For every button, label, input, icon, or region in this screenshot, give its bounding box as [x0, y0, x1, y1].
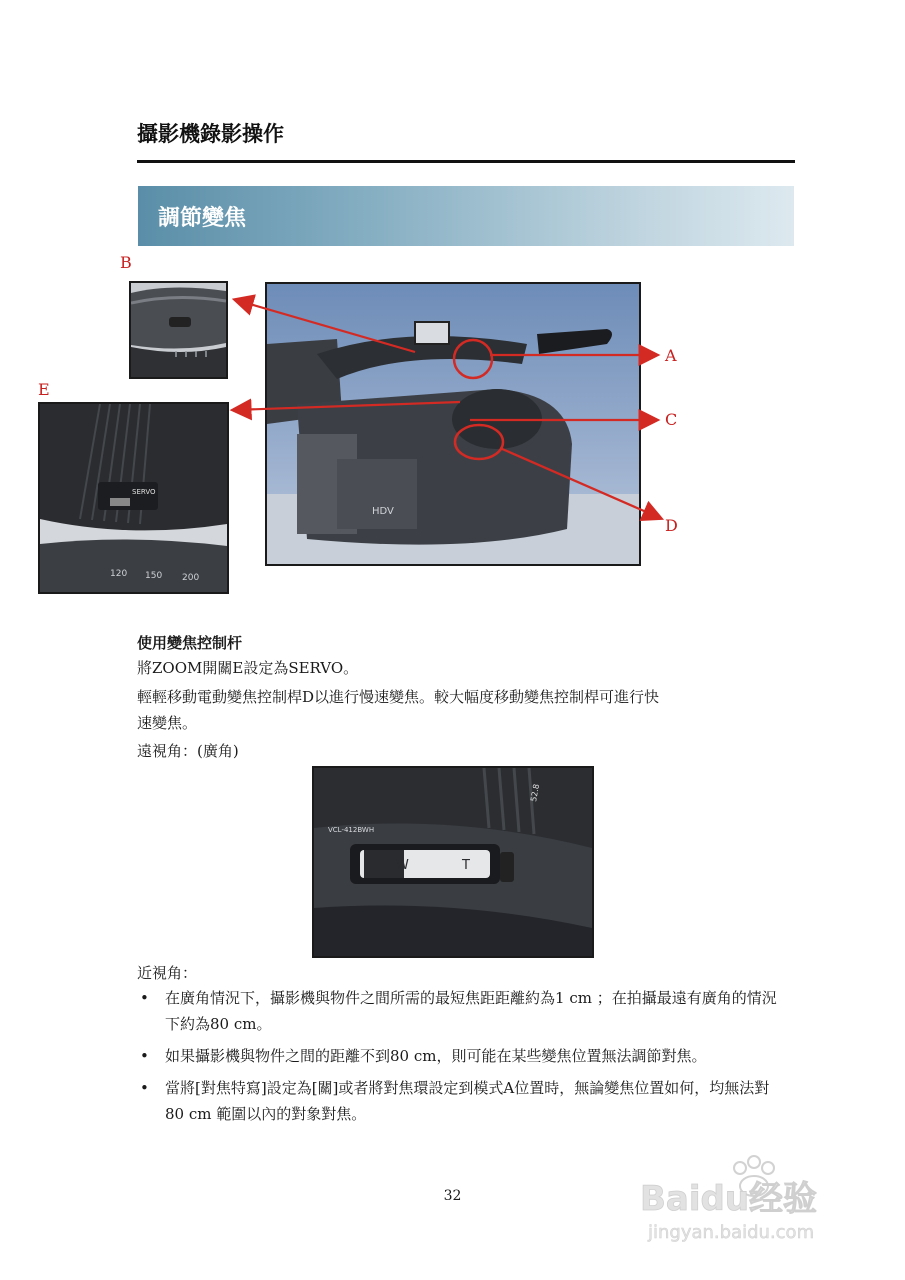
notes-list: [137, 985, 777, 1133]
baidu-watermark-logo: [640, 1150, 870, 1250]
body-line-3: 速變焦。: [137, 714, 198, 732]
camera-hdv-label: HDV: [372, 506, 394, 517]
focal-length-text: 52.8: [529, 783, 542, 803]
body-line-2: 輕輕移動電動變焦控制桿D以進行慢速變焦。較大幅度移動變焦控制桿可進行快: [137, 688, 660, 706]
watermark-url-text: jingyan.baidu.com: [648, 1222, 815, 1243]
callout-e: E: [38, 380, 50, 399]
callout-a: A: [665, 346, 677, 365]
callout-d: D: [665, 516, 678, 535]
bullet-icon: •: [140, 989, 149, 1007]
lens-model-text: VCL-412BWH: [328, 826, 375, 834]
watermark-brand-text: Baidu经验: [640, 1179, 818, 1219]
scale-label-2: 150: [145, 571, 163, 581]
list-item: • 當將[對焦特寫]設定為[關]或者將對焦環設定到模式A位置時，無論變焦位置如何，均無法對80 cm 範圍以內的對象對焦。: [137, 1075, 777, 1127]
photo-zoom-lever: [312, 766, 594, 958]
callout-c: C: [665, 410, 678, 429]
callout-arrows: [0, 0, 905, 620]
section-title: 調節變焦: [158, 206, 247, 231]
scale-label-1: 120: [110, 569, 128, 579]
page-number: 32: [443, 1188, 462, 1204]
bullet-icon: •: [140, 1079, 149, 1097]
chapter-title: 攝影機錄影操作: [137, 122, 284, 146]
tele-angle-label: 近視角：: [137, 964, 198, 982]
callout-b: B: [120, 253, 132, 272]
list-item: • 在廣角情況下，攝影機與物件之間所需的最短焦距距離約為1 cm ；在拍攝最遠有廣角的情況下約為80 cm。: [137, 985, 777, 1037]
zoom-w-text: W: [396, 858, 409, 873]
servo-switch-text: SERVO: [132, 488, 156, 496]
zoom-t-text: T: [462, 858, 470, 873]
bullet-icon: •: [140, 1047, 149, 1065]
subheading-zoom-lever: 使用變焦控制杆: [137, 634, 243, 652]
scale-label-3: 200: [182, 573, 200, 583]
wide-angle-label: 遠視角：(廣角): [137, 742, 239, 760]
body-line-1: 將ZOOM開關E設定為SERVO。: [137, 659, 359, 677]
list-item: • 如果攝影機與物件之間的距離不到80 cm，則可能在某些變焦位置無法調節對焦。: [137, 1043, 777, 1069]
